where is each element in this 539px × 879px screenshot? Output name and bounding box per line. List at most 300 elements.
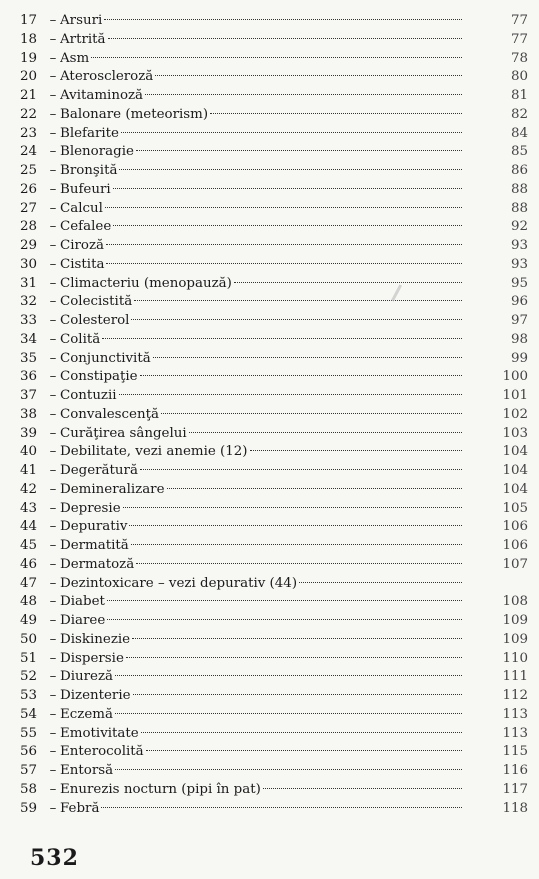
entry-page: 113: [502, 725, 528, 741]
entry-separator: –: [49, 31, 57, 47]
entry-title: Entorsă: [60, 763, 114, 778]
entry-page: 108: [502, 594, 528, 610]
entry-title-cell: [60, 50, 462, 69]
entry-number: 18: [20, 31, 38, 47]
toc-entry: [20, 368, 532, 387]
toc-entry: [20, 181, 532, 200]
entry-title: Blefarite: [60, 125, 119, 141]
entry-number: 48: [20, 594, 38, 610]
entry-number: 27: [20, 200, 38, 216]
entry-title-cell: [60, 406, 462, 425]
entry-separator: –: [49, 650, 57, 666]
entry-title: Dermatoză: [60, 556, 135, 572]
entry-number: 39: [20, 425, 38, 441]
dot-leader: [155, 75, 462, 76]
entry-page: 101: [502, 388, 528, 403]
entry-number: 49: [20, 613, 38, 628]
entry-number: 57: [20, 763, 38, 778]
entry-page: 93: [510, 238, 528, 253]
entry-title: Degerătură: [60, 463, 138, 478]
entry-separator: –: [49, 256, 57, 272]
entry-number: 20: [20, 69, 38, 85]
entry-title-cell: [60, 275, 462, 294]
entry-separator: –: [49, 706, 57, 722]
entry-title-cell: [60, 143, 462, 162]
entry-separator: –: [49, 556, 57, 572]
entry-separator: –: [49, 594, 57, 610]
entry-page: 86: [510, 163, 528, 178]
entry-title-cell: [60, 687, 462, 706]
entry-page: 100: [502, 369, 528, 385]
entry-separator: –: [49, 538, 57, 553]
entry-title: Curăţirea sângelui: [60, 425, 187, 441]
entry-separator: –: [49, 106, 57, 122]
entry-number: 22: [20, 106, 38, 122]
entry-number: 53: [20, 688, 38, 703]
entry-page: 93: [510, 256, 528, 272]
entry-number: 50: [20, 631, 38, 647]
toc-entry: [20, 200, 532, 219]
toc-entry: [20, 387, 532, 406]
dot-leader: [119, 169, 462, 170]
dot-leader: [210, 113, 462, 114]
entry-separator: –: [49, 669, 57, 685]
dot-leader: [141, 732, 462, 733]
entry-number: 46: [20, 556, 38, 572]
entry-title: Debilitate, vezi anemie (12): [60, 444, 248, 460]
entry-title-cell: [60, 462, 462, 481]
entry-separator: –: [49, 350, 57, 366]
entry-page: 96: [510, 294, 528, 310]
toc-entry: [20, 125, 532, 144]
entry-title: Dermatită: [60, 538, 129, 553]
toc-entry: [20, 687, 532, 706]
toc-entry: [20, 462, 532, 481]
toc-entry: [20, 650, 532, 669]
entry-number: 26: [20, 181, 38, 197]
entry-title-cell: [60, 575, 462, 594]
toc-entry: [20, 106, 532, 125]
entry-page: 81: [510, 88, 528, 103]
entry-title: Enurezis nocturn (pipi în pat): [60, 781, 261, 797]
entry-title: Bronşită: [60, 163, 118, 178]
entry-number: 33: [20, 313, 38, 328]
entry-number: 29: [20, 238, 38, 253]
dot-leader: [131, 544, 462, 545]
toc-entry: [20, 518, 532, 537]
entry-separator: –: [49, 331, 57, 347]
dot-leader: [153, 357, 462, 358]
entry-separator: –: [49, 294, 57, 310]
dot-leader: [107, 619, 462, 620]
entry-page: 97: [510, 313, 528, 328]
toc-entry: [20, 406, 532, 425]
entry-page: 118: [502, 800, 528, 816]
dot-leader: [145, 94, 462, 95]
toc-entry: [20, 443, 532, 462]
entry-page: 106: [502, 538, 528, 553]
toc-entry: [20, 237, 532, 256]
entry-page: 99: [510, 350, 528, 366]
entry-title-cell: [60, 68, 462, 87]
entry-title-cell: [60, 350, 462, 369]
entry-title-cell: [60, 706, 462, 725]
entry-page: 106: [502, 519, 528, 535]
entry-separator: –: [49, 463, 57, 478]
entry-number: 41: [20, 463, 38, 478]
dot-leader: [113, 188, 462, 189]
entry-page: 109: [502, 613, 528, 628]
entry-title-cell: [60, 481, 462, 500]
entry-page: 104: [502, 481, 528, 497]
toc-entry: [20, 706, 532, 725]
toc-entry: [20, 12, 532, 31]
entry-title: Arsuri: [60, 13, 103, 28]
dot-leader: [115, 675, 462, 676]
toc-entry: [20, 631, 532, 650]
entry-separator: –: [49, 275, 57, 291]
entry-separator: –: [49, 313, 57, 328]
entry-title-cell: [60, 237, 462, 256]
entry-title-cell: [60, 368, 462, 387]
dot-leader: [105, 207, 462, 208]
entry-separator: –: [49, 388, 57, 403]
toc-entry: [20, 425, 532, 444]
toc-entry: [20, 350, 532, 369]
entry-separator: –: [49, 69, 57, 85]
entry-separator: –: [49, 781, 57, 797]
entry-separator: –: [49, 219, 57, 235]
entry-title: Diaree: [60, 613, 106, 628]
dot-leader: [136, 150, 462, 151]
dot-leader: [140, 469, 462, 470]
entry-number: 17: [20, 13, 38, 28]
dot-leader: [107, 600, 462, 601]
dot-leader: [189, 432, 462, 433]
toc-entry: [20, 256, 532, 275]
dot-leader: [126, 657, 462, 658]
entry-number: 40: [20, 444, 38, 460]
entry-page: 111: [502, 669, 528, 685]
toc-entry: [20, 593, 532, 612]
entry-title-cell: [60, 800, 462, 819]
entry-separator: –: [49, 163, 57, 178]
entry-page: 117: [502, 781, 528, 797]
dot-leader: [106, 244, 462, 245]
entry-title-cell: [60, 612, 462, 631]
entry-title: Cistita: [60, 256, 105, 272]
entry-page: 80: [510, 69, 528, 85]
entry-title: Ciroză: [60, 238, 105, 253]
toc-entry: [20, 725, 532, 744]
entry-separator: –: [49, 744, 57, 760]
entry-page: 102: [502, 406, 528, 422]
dot-leader: [102, 338, 462, 339]
entry-title-cell: [60, 425, 462, 444]
dot-leader: [134, 300, 462, 301]
toc-entry: [20, 612, 532, 631]
entry-page: 109: [502, 631, 528, 647]
dot-leader: [108, 38, 462, 39]
entry-number: 19: [20, 50, 38, 66]
entry-separator: –: [49, 481, 57, 497]
dot-leader: [115, 713, 462, 714]
dot-leader: [250, 450, 462, 451]
entry-title: Colită: [60, 331, 101, 347]
entry-title-cell: [60, 593, 462, 612]
dot-leader: [91, 57, 462, 58]
entry-title: Bufeuri: [60, 181, 111, 197]
entry-title-cell: [60, 668, 462, 687]
entry-title-cell: [60, 293, 462, 312]
entry-page: 95: [510, 275, 528, 291]
entry-number: 52: [20, 669, 38, 685]
entry-separator: –: [49, 575, 57, 591]
entry-title-cell: [60, 781, 462, 800]
dot-leader: [115, 769, 462, 770]
entry-separator: –: [49, 50, 57, 66]
dot-leader: [161, 413, 462, 414]
entry-number: 51: [20, 650, 38, 666]
entry-separator: –: [49, 238, 57, 253]
dot-leader: [299, 582, 462, 583]
dot-leader: [129, 525, 462, 526]
entry-title: Dispersie: [60, 650, 124, 666]
entry-page: 107: [502, 556, 528, 572]
entry-page: 92: [510, 219, 528, 235]
entry-number: 54: [20, 706, 38, 722]
entry-separator: –: [49, 500, 57, 516]
entry-page: 116: [502, 763, 528, 778]
entry-separator: –: [49, 125, 57, 141]
entry-title-cell: [60, 106, 462, 125]
entry-title: Avitaminoză: [60, 88, 144, 103]
dot-leader: [133, 694, 462, 695]
dot-leader: [123, 507, 462, 508]
entry-number: 30: [20, 256, 38, 272]
entry-title: Enterocolită: [60, 744, 144, 760]
entry-number: 58: [20, 781, 38, 797]
entry-separator: –: [49, 763, 57, 778]
toc-entry: [20, 275, 532, 294]
entry-page: 105: [502, 500, 528, 516]
toc-entry: [20, 668, 532, 687]
entry-page: 98: [510, 331, 528, 347]
dot-leader: [101, 807, 462, 808]
entry-title-cell: [60, 256, 462, 275]
toc-entry: [20, 575, 532, 594]
dot-leader: [119, 394, 462, 395]
toc-entry: [20, 312, 532, 331]
entry-page: 88: [510, 181, 528, 197]
dot-leader: [132, 638, 462, 639]
dot-leader: [131, 319, 462, 320]
entry-page: 77: [510, 13, 528, 28]
entry-title-cell: [60, 31, 462, 50]
entry-title: Colesterol: [60, 313, 130, 328]
toc-entry: [20, 50, 532, 69]
entry-number: 35: [20, 350, 38, 366]
entry-title: Contuzii: [60, 388, 117, 403]
entry-title: Diabet: [60, 594, 105, 610]
entry-title: Constipaţie: [60, 369, 138, 385]
dot-leader: [263, 788, 462, 789]
entry-title-cell: [60, 387, 462, 406]
entry-title-cell: [60, 537, 462, 556]
entry-separator: –: [49, 688, 57, 703]
entry-title-cell: [60, 312, 462, 331]
entry-page: 112: [502, 688, 528, 703]
toc-entry: [20, 293, 532, 312]
toc-entry: [20, 781, 532, 800]
entry-number: 43: [20, 500, 38, 516]
entry-page: 84: [510, 125, 528, 141]
entry-title-cell: [60, 631, 462, 650]
entry-title: Depresie: [60, 500, 121, 516]
entry-title: Dezintoxicare – vezi depurativ (44): [60, 575, 298, 591]
dot-leader: [167, 488, 462, 489]
entry-title: Ateroscleroză: [60, 69, 154, 85]
entry-title-cell: [60, 12, 462, 31]
entry-separator: –: [49, 613, 57, 628]
entry-title-cell: [60, 218, 462, 237]
entry-separator: –: [49, 519, 57, 535]
table-of-contents: [20, 12, 532, 818]
dot-leader: [104, 19, 462, 20]
entry-number: 28: [20, 219, 38, 235]
entry-number: 31: [20, 275, 38, 291]
entry-number: 21: [20, 88, 38, 103]
entry-number: 55: [20, 725, 38, 741]
entry-title-cell: [60, 500, 462, 519]
entry-separator: –: [49, 725, 57, 741]
entry-title: Convalescenţă: [60, 406, 159, 422]
dot-leader: [121, 132, 462, 133]
entry-title: Blenoragie: [60, 144, 134, 160]
entry-title-cell: [60, 125, 462, 144]
entry-separator: –: [49, 369, 57, 385]
entry-title-cell: [60, 443, 462, 462]
entry-title-cell: [60, 200, 462, 219]
toc-entry: [20, 556, 532, 575]
entry-separator: –: [49, 406, 57, 422]
entry-title: Emotivitate: [60, 725, 139, 741]
entry-title: Asm: [60, 50, 90, 66]
toc-entry: [20, 500, 532, 519]
entry-title: Dizenterie: [60, 688, 131, 703]
toc-entry: [20, 743, 532, 762]
entry-page: 115: [502, 744, 528, 760]
toc-entry: [20, 218, 532, 237]
entry-number: 45: [20, 538, 38, 553]
entry-title-cell: [60, 743, 462, 762]
entry-title: Diureză: [60, 669, 114, 685]
entry-page: 113: [502, 706, 528, 722]
toc-entry: [20, 162, 532, 181]
entry-title-cell: [60, 87, 462, 106]
toc-entry: [20, 800, 532, 819]
entry-title: Balonare (meteorism): [60, 106, 209, 122]
toc-entry: [20, 68, 532, 87]
entry-title: Climacteriu (menopauză): [60, 275, 232, 291]
entry-number: 32: [20, 294, 38, 310]
entry-title-cell: [60, 650, 462, 669]
entry-number: 37: [20, 388, 38, 403]
entry-title-cell: [60, 518, 462, 537]
entry-page: 82: [510, 106, 528, 122]
entry-separator: –: [49, 13, 57, 28]
dot-leader: [146, 750, 462, 751]
toc-entry: [20, 87, 532, 106]
entry-number: 44: [20, 519, 38, 535]
entry-title-cell: [60, 556, 462, 575]
entry-page: 88: [510, 200, 528, 216]
toc-entry: [20, 762, 532, 781]
entry-separator: –: [49, 144, 57, 160]
entry-separator: –: [49, 800, 57, 816]
entry-number: 38: [20, 406, 38, 422]
entry-title: Colecistită: [60, 294, 133, 310]
entry-title: Conjunctivită: [60, 350, 151, 366]
entry-separator: –: [49, 631, 57, 647]
entry-page: 104: [502, 444, 528, 460]
dot-leader: [140, 375, 462, 376]
page-number: 532: [30, 845, 79, 871]
toc-entry: [20, 331, 532, 350]
toc-entry: [20, 143, 532, 162]
entry-separator: –: [49, 200, 57, 216]
entry-page: 78: [510, 50, 528, 66]
entry-title: Febră: [60, 800, 100, 816]
entry-separator: –: [49, 88, 57, 103]
entry-title-cell: [60, 725, 462, 744]
entry-number: 36: [20, 369, 38, 385]
entry-number: 42: [20, 481, 38, 497]
entry-title: Cefalee: [60, 219, 112, 235]
entry-page: 77: [510, 31, 528, 47]
entry-number: 59: [20, 800, 38, 816]
dot-leader: [234, 282, 462, 283]
entry-title-cell: [60, 162, 462, 181]
toc-entry: [20, 481, 532, 500]
entry-page: 103: [502, 425, 528, 441]
entry-number: 23: [20, 125, 38, 141]
entry-title: Eczemă: [60, 706, 113, 722]
entry-page: 85: [510, 144, 528, 160]
entry-separator: –: [49, 181, 57, 197]
entry-page: 104: [502, 463, 528, 478]
toc-entry: [20, 31, 532, 50]
toc-entry: [20, 537, 532, 556]
entry-title-cell: [60, 331, 462, 350]
entry-title-cell: [60, 181, 462, 200]
dot-leader: [113, 225, 462, 226]
entry-number: 34: [20, 331, 38, 347]
entry-title: Calcul: [60, 200, 103, 216]
entry-number: 47: [20, 575, 38, 591]
entry-number: 24: [20, 144, 38, 160]
entry-title: Demineralizare: [60, 481, 165, 497]
entry-number: 25: [20, 163, 38, 178]
entry-number: 56: [20, 744, 38, 760]
entry-page: 110: [502, 650, 528, 666]
entry-separator: –: [49, 444, 57, 460]
entry-title: Depurativ: [60, 519, 128, 535]
entry-title-cell: [60, 762, 462, 781]
entry-title: Diskinezie: [60, 631, 131, 647]
dot-leader: [106, 263, 462, 264]
entry-separator: –: [49, 425, 57, 441]
